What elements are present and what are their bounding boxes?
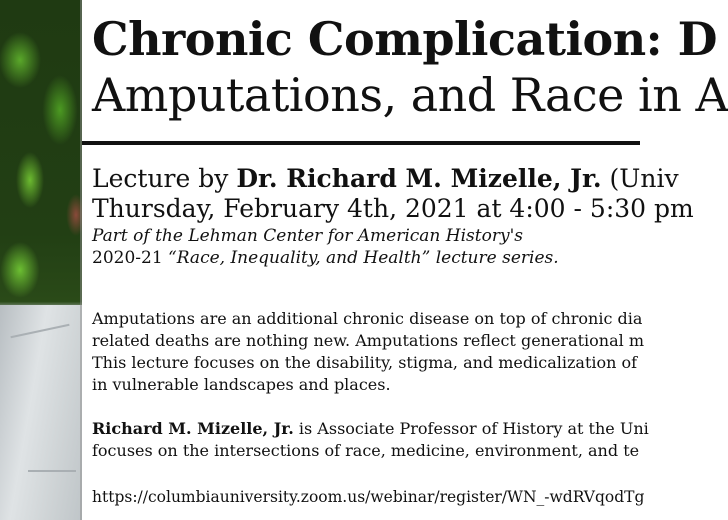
bio-line-1 (92, 418, 649, 440)
bio-text: is Associate Professor of History at the Uni (293, 419, 649, 438)
speaker-bio (92, 418, 649, 462)
series-year: 2020-21 (92, 248, 169, 268)
title-line-1: Chronic Complication: D (92, 12, 718, 66)
suit-pocket (28, 470, 76, 472)
lecture-byline (92, 166, 679, 191)
series-line-2 (92, 247, 559, 269)
title-line-2: Amputations, and Race in A (92, 68, 728, 122)
lecture-series (92, 225, 559, 269)
series-name: “Race, Inequality, and Health” lecture series. (168, 248, 559, 268)
registration-link[interactable]: https://columbiauniversity.zoom.us/webinar/register/WN_-wdRVqodTg (92, 488, 645, 506)
bio-name: Richard M. Mizelle, Jr. (92, 419, 294, 438)
abstract-line: This lecture focuses on the disability, stigma, and medicalization of (92, 353, 638, 372)
bio-line-2: focuses on the intersections of race, medicine, environment, and te (92, 441, 640, 460)
series-line-1: Part of the Lehman Center for American History's (92, 226, 523, 246)
abstract-line: Amputations are an additional chronic disease on top of chronic dia (92, 309, 643, 328)
event-title (92, 12, 728, 122)
speaker-name: Dr. Richard M. Mizelle, Jr. (236, 164, 602, 193)
speaker-photo (0, 0, 82, 520)
speaker-affiliation: (Univ (601, 164, 679, 193)
event-date: Thursday, February 4th, 2021 at 4:00 - 5:30 pm (92, 194, 694, 223)
title-divider (82, 141, 640, 145)
lecture-prefix: Lecture by (92, 164, 237, 193)
abstract-line: in vulnerable landscapes and places. (92, 375, 391, 394)
photo-edge (80, 0, 82, 520)
lecture-abstract (92, 308, 644, 396)
abstract-line: related deaths are nothing new. Amputations reflect generational m (92, 331, 645, 350)
